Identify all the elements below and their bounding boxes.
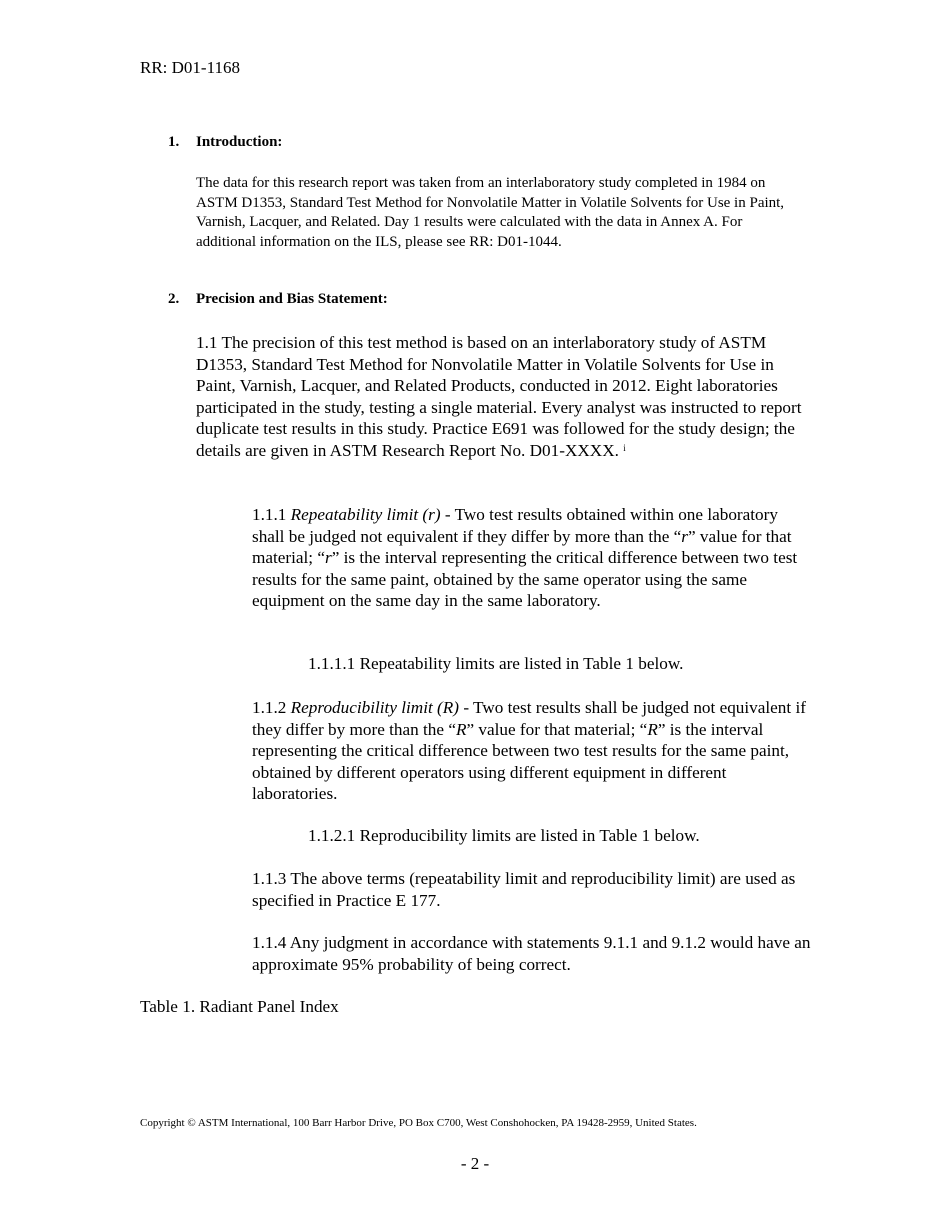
page-number: - 2 - <box>460 1154 490 1173</box>
table-1-caption: Table 1. Radiant Panel Index <box>140 997 339 1016</box>
reproducibility-number: 1.1.2 <box>252 698 287 717</box>
repeatability-term: Repeatability limit (r) <box>290 505 441 524</box>
reproducibility-text-c: ” is the interval representing the critical difference between two test results for the same paint, obtained by different operators using different equipment in different laboratories. <box>252 719 790 803</box>
section-1-number: 1. <box>168 134 180 150</box>
section-2-title: Precision and Bias Statement: <box>196 291 388 307</box>
repeatability-dash: - <box>440 505 455 524</box>
judgment-probability-paragraph: 1.1.4 Any judgment in accordance with statements 9.1.1 and 9.1.2 would have an approximate 95% probability of being correct. <box>252 933 811 974</box>
precision-text: 1.1 The precision of this test method is based on an interlaboratory study of ASTM D1353, Standard Test Method for Nonvolatile Matter in Volatile Solvents for Use in Paint, Varnish, Lacquer, and Related Products, conducted in 2012. Eight laboratories participated in the study, testing a single material. Every analyst was instructed to report duplicate test results in this study. Practice E691 was followed for the study design; the details are given in ASTM Research Report No. D01-XXXX. <box>196 333 802 460</box>
repeatability-r-symbol-1: r <box>681 526 688 546</box>
reproducibility-R-symbol-1: R <box>455 719 467 739</box>
repeatability-number: 1.1.1 <box>252 505 287 524</box>
section-1-title: Introduction: <box>196 134 283 150</box>
reproducibility-text-a: Two test results shall be judged not equivalent if they differ by more than the “ <box>252 698 806 739</box>
repeatability-paragraph <box>252 504 812 612</box>
repeatability-text-a: Two test results obtained within one laboratory shall be judged not equivalent if they differ by more than the “ <box>252 505 778 546</box>
reproducibility-paragraph <box>252 697 812 805</box>
reproducibility-table-note: 1.1.2.1 Reproducibility limits are listed in Table 1 below. <box>308 826 700 845</box>
copyright-footer: Copyright © ASTM International, 100 Barr Harbor Drive, PO Box C700, West Conshohocken, PA 19428-2959, United States. <box>140 1117 697 1129</box>
terms-usage-paragraph: 1.1.3 The above terms (repeatability limit and reproducibility limit) are used as specified in Practice E 177. <box>252 869 796 910</box>
reproducibility-dash: - <box>459 698 474 717</box>
endnote-marker: i <box>623 442 626 453</box>
repeatability-text-c: ” is the interval representing the critical difference between two test results for the same paint, obtained by the same operator using the same equipment on the same day in the same laboratory. <box>252 548 798 610</box>
repeatability-r-symbol-2: r <box>325 548 332 567</box>
repeatability-text-b: ” value for that material; “ <box>252 526 792 567</box>
reproducibility-text-b: ” value for that material; “ <box>466 719 648 739</box>
report-id-header: RR: D01-1168 <box>140 58 240 77</box>
repeatability-table-note: 1.1.1.1 Repeatability limits are listed in Table 1 below. <box>308 654 684 673</box>
precision-paragraph-1-1 <box>196 332 811 461</box>
section-1-heading <box>168 134 282 151</box>
introduction-paragraph: The data for this research report was taken from an interlaboratory study completed in 1984 on ASTM D1353, Standard Test Method for Nonvolatile Matter in Volatile Solvents for Use in Paint, Varnish, Lacquer, and Related. Day 1 results were calculated with the data in Annex A. For additional information on the ILS, please see RR: D01-1044. <box>196 175 785 250</box>
reproducibility-term: Reproducibility limit (R) <box>290 698 460 717</box>
section-2-heading <box>168 291 388 308</box>
section-2-number: 2. <box>168 291 180 307</box>
reproducibility-R-symbol-2: R <box>647 719 658 739</box>
